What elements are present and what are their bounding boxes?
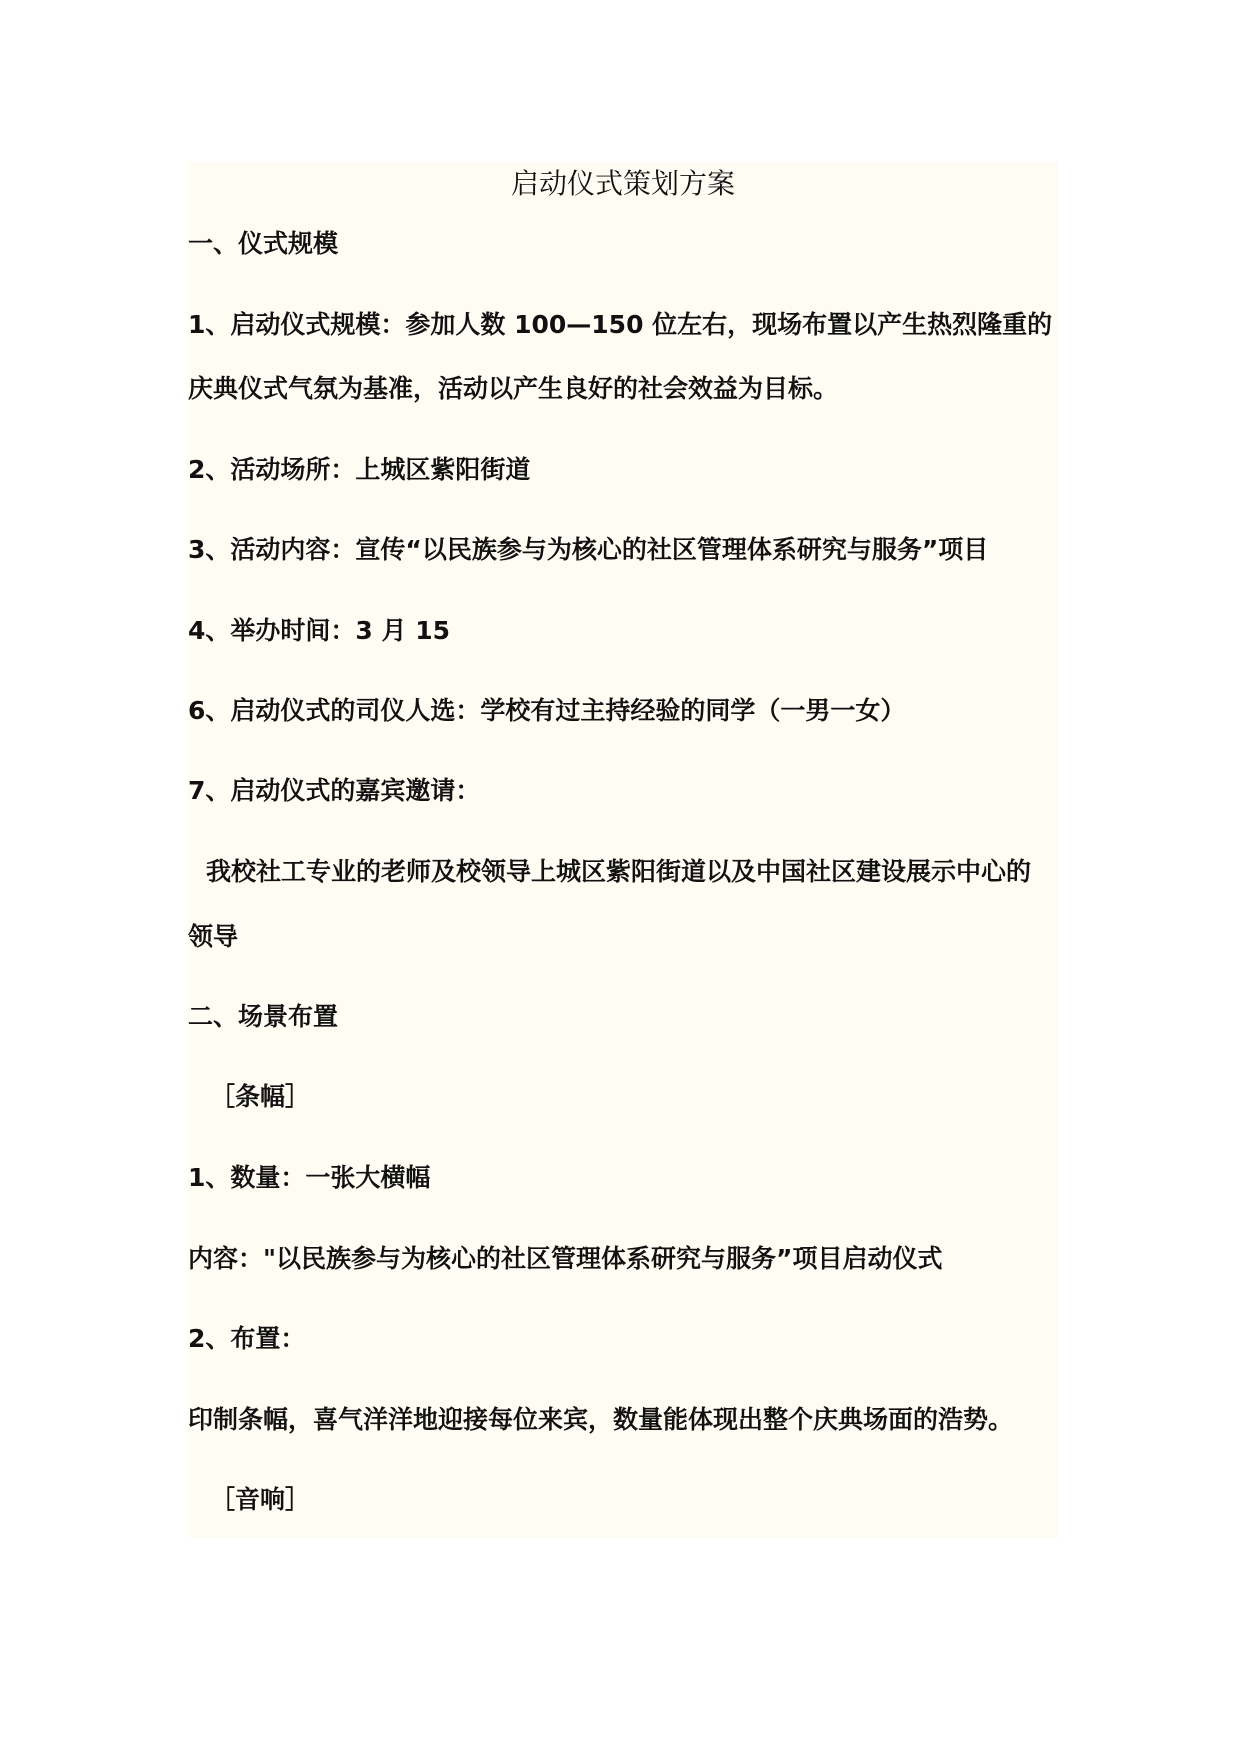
banner-quantity: 1、数量：一张大横幅 <box>188 1163 431 1192</box>
section-heading-layout: 二、场景布置 <box>188 1002 339 1031</box>
item-guests: 7、启动仪式的嘉宾邀请： <box>188 776 481 805</box>
guests-line1: 我校社工专业的老师及校领导上城区紫阳街道以及中国社区建设展示中心的 <box>206 857 1032 886</box>
guests-line2: 领导 <box>188 922 239 951</box>
item-time: 4、举办时间：3 月 15 <box>188 616 450 645</box>
item-host: 6、启动仪式的司仪人选：学校有过主持经验的同学（一男一女） <box>188 696 906 725</box>
banner-layout-desc: 印制条幅，喜气洋洋地迎接每位来宾，数量能体现出整个庆典场面的浩势。 <box>188 1405 1014 1434</box>
banner-content: 内容："以民族参与为核心的社区管理体系研究与服务”项目启动仪式 <box>188 1244 943 1273</box>
banner-layout: 2、布置： <box>188 1324 306 1353</box>
item-scale-line1: 1、启动仪式规模：参加人数 100—150 位左右，现场布置以产生热烈隆重的 <box>188 310 1053 339</box>
item-scale-line2: 庆典仪式气氛为基准，活动以产生良好的社会效益为目标。 <box>188 374 839 403</box>
item-venue: 2、活动场所：上城区紫阳街道 <box>188 455 531 484</box>
banner-heading: ［条幅］ <box>210 1082 311 1111</box>
document-title: 启动仪式策划方案 <box>510 167 735 200</box>
audio-heading: ［音响］ <box>210 1485 311 1514</box>
section-heading-scale: 一、仪式规模 <box>188 229 339 258</box>
item-content: 3、活动内容：宣传“以民族参与为核心的社区管理体系研究与服务”项目 <box>188 535 989 564</box>
document-body <box>188 162 1058 1538</box>
